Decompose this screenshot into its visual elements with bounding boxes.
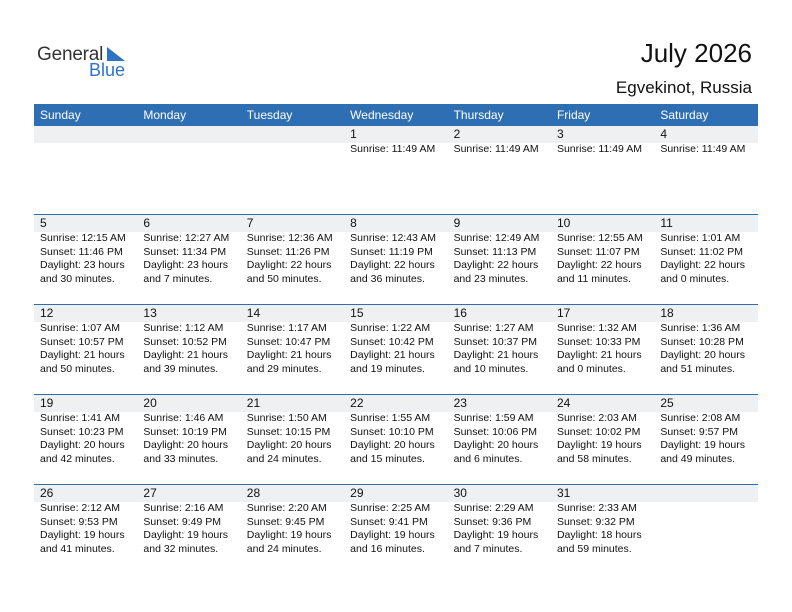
day-info-line: Sunrise: 1:41 AM	[40, 412, 120, 424]
day-info-line: Sunrise: 12:55 AM	[556, 232, 643, 244]
day-sun-info	[344, 502, 447, 556]
week-row	[34, 485, 758, 575]
day-sun-info	[241, 322, 344, 376]
logo-general-text: General	[37, 44, 104, 65]
day-info-line: Sunset: 10:06 PM	[453, 425, 538, 438]
day-cell	[241, 215, 344, 305]
day-info-line: Sunrise: 1:46 AM	[143, 412, 224, 424]
day-info-line: Daylight: 22 hours	[556, 259, 642, 271]
day-info-line: and 7 minutes.	[453, 542, 523, 555]
day-info-line: Sunrise: 12:43 AM	[350, 232, 436, 244]
day-sun-info	[551, 412, 654, 466]
day-info-line: Sunset: 10:02 PM	[556, 425, 641, 438]
day-cell	[654, 395, 757, 485]
day-info-line: Daylight: 21 hours	[350, 349, 435, 361]
day-number: 13	[137, 305, 240, 322]
day-info-line: Sunrise: 2:20 AM	[246, 502, 327, 514]
day-info-line: Sunset: 9:45 PM	[246, 515, 325, 528]
day-info-line: Sunset: 11:19 PM	[350, 245, 433, 258]
day-info-line: and 24 minutes.	[246, 542, 322, 555]
day-cell	[654, 485, 757, 575]
day-info-line: Sunset: 11:02 PM	[660, 245, 744, 258]
day-sun-info	[654, 232, 757, 286]
day-info-line: and 59 minutes.	[556, 542, 632, 555]
day-info-line: Sunrise: 2:08 AM	[660, 412, 741, 424]
day-info-line: and 0 minutes.	[660, 272, 730, 285]
day-cell	[654, 215, 757, 305]
day-sun-info	[34, 322, 137, 376]
day-info-line: Sunrise: 12:49 AM	[453, 232, 540, 244]
day-info-line: Daylight: 19 hours	[350, 529, 435, 541]
day-info-line: Sunrise: 1:17 AM	[246, 322, 327, 334]
day-sun-info	[551, 232, 654, 286]
day-info-line: and 33 minutes.	[143, 452, 219, 465]
day-number: 1	[344, 126, 447, 143]
day-info-line: Daylight: 19 hours	[246, 529, 332, 541]
day-number: 16	[448, 305, 551, 322]
day-sun-info	[551, 322, 654, 376]
day-info-line: Sunset: 10:19 PM	[143, 425, 227, 438]
day-cell	[137, 485, 240, 575]
day-sun-info	[34, 502, 137, 556]
day-info-line: Sunset: 9:49 PM	[143, 515, 222, 528]
day-number: 9	[448, 215, 551, 232]
day-number: 22	[344, 395, 447, 412]
day-cell	[34, 395, 137, 485]
day-cell	[551, 126, 654, 216]
day-number: 14	[241, 305, 344, 322]
day-cell	[654, 126, 757, 216]
day-sun-info	[654, 143, 757, 157]
day-info-line: and 32 minutes.	[143, 542, 219, 555]
day-sun-info	[137, 232, 240, 286]
day-number: 27	[137, 485, 240, 502]
week-row	[34, 215, 758, 305]
page-title: July 2026	[640, 38, 752, 68]
day-info-line: Daylight: 18 hours	[556, 529, 642, 541]
location-subtitle: Egvekinot, Russia	[615, 78, 752, 97]
day-info-line: Daylight: 19 hours	[660, 439, 745, 451]
day-info-line: and 39 minutes.	[143, 362, 219, 375]
day-info-line: Sunset: 10:52 PM	[143, 335, 227, 348]
day-number: 2	[448, 126, 551, 143]
day-sun-info	[448, 143, 551, 157]
day-info-line: Daylight: 23 hours	[40, 259, 125, 271]
day-info-line: and 15 minutes.	[350, 452, 425, 465]
day-info-line: and 42 minutes.	[40, 452, 115, 465]
day-info-line: Sunset: 11:46 PM	[40, 245, 123, 258]
day-sun-info	[448, 322, 551, 376]
day-sun-info	[241, 412, 344, 466]
day-info-line: and 19 minutes.	[350, 362, 425, 375]
day-cell	[344, 395, 447, 485]
day-info-line: Daylight: 20 hours	[40, 439, 125, 451]
day-info-line: Daylight: 20 hours	[246, 439, 332, 451]
day-sun-info	[448, 502, 551, 556]
day-info-line: Sunset: 10:42 PM	[350, 335, 434, 348]
day-cell	[448, 126, 551, 216]
week-row	[34, 126, 758, 216]
day-info-line: and 49 minutes.	[660, 452, 736, 465]
day-sun-info	[344, 322, 447, 376]
day-sun-info	[551, 502, 654, 556]
day-cell	[344, 215, 447, 305]
day-info-line: Sunrise: 12:27 AM	[143, 232, 230, 244]
day-sun-info	[137, 412, 240, 466]
day-info-line: and 30 minutes.	[40, 272, 115, 285]
day-cell	[137, 395, 240, 485]
day-cell	[448, 485, 551, 575]
day-cell	[137, 305, 240, 395]
day-number: 28	[241, 485, 344, 502]
day-info-line: Sunset: 10:47 PM	[246, 335, 331, 348]
day-cell	[551, 485, 654, 575]
day-info-line: Sunrise: 11:49 AM	[453, 143, 539, 155]
day-info-line: Daylight: 21 hours	[40, 349, 125, 361]
day-info-line: Sunset: 11:34 PM	[143, 245, 227, 258]
logo	[37, 44, 137, 80]
day-info-line: Sunset: 11:26 PM	[246, 245, 330, 258]
day-number: 23	[448, 395, 551, 412]
day-sun-info	[34, 232, 137, 286]
weekday-tuesday: Tuesday	[246, 108, 293, 122]
day-info-line: Sunrise: 11:49 AM	[556, 143, 642, 155]
day-info-line: and 11 minutes.	[556, 272, 631, 285]
day-info-line: Sunset: 11:13 PM	[453, 245, 537, 258]
day-info-line: Sunset: 9:57 PM	[660, 425, 738, 438]
day-number: 19	[34, 395, 137, 412]
day-sun-info	[551, 143, 654, 157]
day-cell	[34, 305, 137, 395]
day-sun-info	[448, 232, 551, 286]
day-info-line: Daylight: 21 hours	[246, 349, 332, 361]
day-number: 8	[344, 215, 447, 232]
day-info-line: Sunrise: 2:16 AM	[143, 502, 224, 514]
day-info-line: Sunrise: 1:07 AM	[40, 322, 120, 334]
day-cell	[137, 126, 240, 216]
day-info-line: Sunset: 9:36 PM	[453, 515, 532, 528]
day-info-line: and 0 minutes.	[556, 362, 626, 375]
day-info-line: Daylight: 22 hours	[453, 259, 539, 271]
day-number: 10	[551, 215, 654, 232]
day-cell	[654, 305, 757, 395]
day-info-line: Sunrise: 1:55 AM	[350, 412, 431, 424]
day-info-line: Sunrise: 1:01 AM	[660, 232, 741, 244]
day-sun-info	[241, 502, 344, 556]
day-sun-info	[344, 412, 447, 466]
day-number: 31	[551, 485, 654, 502]
day-cell	[551, 215, 654, 305]
day-info-line: and 7 minutes.	[143, 272, 213, 285]
day-info-line: Sunrise: 1:36 AM	[660, 322, 741, 334]
day-number: 20	[137, 395, 240, 412]
day-cell	[34, 485, 137, 575]
week-row	[34, 395, 758, 485]
day-info-line: Sunset: 9:41 PM	[350, 515, 428, 528]
day-number: 26	[34, 485, 137, 502]
day-info-line: Sunset: 10:23 PM	[40, 425, 124, 438]
day-cell	[241, 305, 344, 395]
day-sun-info	[344, 232, 447, 286]
day-number: 12	[34, 305, 137, 322]
day-info-line: Daylight: 21 hours	[143, 349, 229, 361]
day-number: 6	[137, 215, 240, 232]
day-info-line: and 51 minutes.	[660, 362, 736, 375]
weekday-monday: Monday	[143, 108, 187, 122]
day-cell	[241, 126, 344, 216]
day-number: 21	[241, 395, 344, 412]
weekday-wednesday: Wednesday	[350, 108, 414, 122]
day-cell	[551, 305, 654, 395]
day-number: 18	[654, 305, 757, 322]
day-info-line: and 41 minutes.	[40, 542, 115, 555]
day-cell	[34, 215, 137, 305]
day-info-line: Sunset: 11:07 PM	[556, 245, 640, 258]
day-info-line: Sunset: 10:33 PM	[556, 335, 641, 348]
day-info-line: Sunrise: 2:12 AM	[40, 502, 120, 514]
day-info-line: Sunrise: 1:32 AM	[556, 322, 637, 334]
day-number: 30	[448, 485, 551, 502]
day-info-line: Sunrise: 2:03 AM	[556, 412, 637, 424]
weekday-friday: Friday	[556, 108, 591, 122]
day-info-line: and 50 minutes.	[246, 272, 322, 285]
day-info-line: and 50 minutes.	[40, 362, 115, 375]
day-cell	[241, 485, 344, 575]
day-number: 15	[344, 305, 447, 322]
day-cell	[448, 215, 551, 305]
day-number: 5	[34, 215, 137, 232]
day-sun-info	[137, 502, 240, 556]
day-info-line: Sunset: 10:57 PM	[40, 335, 124, 348]
day-info-line: Daylight: 20 hours	[350, 439, 435, 451]
day-info-line: Daylight: 19 hours	[556, 439, 642, 451]
weekday-sunday: Sunday	[40, 108, 81, 122]
day-cell	[448, 305, 551, 395]
day-info-line: Sunset: 10:10 PM	[350, 425, 434, 438]
day-sun-info	[448, 412, 551, 466]
day-sun-info	[137, 322, 240, 376]
day-info-line: Sunset: 10:28 PM	[660, 335, 744, 348]
day-info-line: Daylight: 19 hours	[453, 529, 539, 541]
day-cell	[344, 485, 447, 575]
day-cell	[344, 126, 447, 216]
weekday-header	[34, 104, 758, 126]
day-info-line: Sunrise: 1:59 AM	[453, 412, 534, 424]
day-info-line: Daylight: 21 hours	[453, 349, 539, 361]
day-number: 4	[654, 126, 757, 143]
day-info-line: Sunrise: 1:50 AM	[246, 412, 327, 424]
day-info-line: Sunrise: 2:25 AM	[350, 502, 431, 514]
day-number: 24	[551, 395, 654, 412]
day-number	[34, 126, 137, 143]
day-info-line: Daylight: 22 hours	[246, 259, 332, 271]
day-cell	[241, 395, 344, 485]
day-info-line: Sunrise: 2:33 AM	[556, 502, 637, 514]
day-info-line: Daylight: 21 hours	[556, 349, 642, 361]
day-sun-info	[654, 322, 757, 376]
day-info-line: and 10 minutes.	[453, 362, 529, 375]
day-info-line: Sunset: 9:53 PM	[40, 515, 118, 528]
day-info-line: Daylight: 23 hours	[143, 259, 229, 271]
day-info-line: and 58 minutes.	[556, 452, 632, 465]
day-sun-info	[241, 232, 344, 286]
day-info-line: Sunrise: 11:49 AM	[660, 143, 746, 155]
week-row	[34, 305, 758, 395]
day-sun-info	[34, 412, 137, 466]
day-info-line: Daylight: 22 hours	[350, 259, 435, 271]
day-number: 29	[344, 485, 447, 502]
day-sun-info	[654, 412, 757, 466]
day-cell	[34, 126, 137, 216]
day-info-line: Sunrise: 2:29 AM	[453, 502, 534, 514]
logo-blue-text: Blue	[89, 60, 126, 80]
day-cell	[344, 305, 447, 395]
day-sun-info	[344, 143, 447, 157]
day-info-line: and 16 minutes.	[350, 542, 425, 555]
day-info-line: Sunset: 10:15 PM	[246, 425, 331, 438]
day-cell	[448, 395, 551, 485]
day-info-line: Daylight: 19 hours	[143, 529, 229, 541]
day-number: 17	[551, 305, 654, 322]
day-number: 25	[654, 395, 757, 412]
day-info-line: and 36 minutes.	[350, 272, 425, 285]
day-info-line: Sunset: 9:32 PM	[556, 515, 635, 528]
day-number: 11	[654, 215, 757, 232]
day-info-line: Sunrise: 1:12 AM	[143, 322, 224, 334]
day-info-line: and 6 minutes.	[453, 452, 523, 465]
day-info-line: Daylight: 22 hours	[660, 259, 745, 271]
day-number	[241, 126, 344, 143]
day-number: 7	[241, 215, 344, 232]
day-info-line: Sunrise: 11:49 AM	[350, 143, 436, 155]
day-info-line: and 29 minutes.	[246, 362, 322, 375]
day-info-line: Daylight: 20 hours	[453, 439, 539, 451]
day-cell	[551, 395, 654, 485]
day-info-line: and 24 minutes.	[246, 452, 322, 465]
day-number: 3	[551, 126, 654, 143]
weekday-thursday: Thursday	[453, 108, 504, 122]
day-cell	[137, 215, 240, 305]
day-info-line: Daylight: 19 hours	[40, 529, 125, 541]
weekday-saturday: Saturday	[660, 108, 709, 122]
day-number	[137, 126, 240, 143]
day-info-line: Sunset: 10:37 PM	[453, 335, 538, 348]
day-info-line: Sunrise: 1:22 AM	[350, 322, 431, 334]
day-info-line: Sunrise: 12:15 AM	[40, 232, 126, 244]
day-info-line: and 23 minutes.	[453, 272, 529, 285]
day-info-line: Sunrise: 1:27 AM	[453, 322, 534, 334]
day-info-line: Daylight: 20 hours	[660, 349, 745, 361]
day-info-line: Daylight: 20 hours	[143, 439, 229, 451]
day-number	[654, 485, 757, 502]
day-info-line: Sunrise: 12:36 AM	[246, 232, 333, 244]
